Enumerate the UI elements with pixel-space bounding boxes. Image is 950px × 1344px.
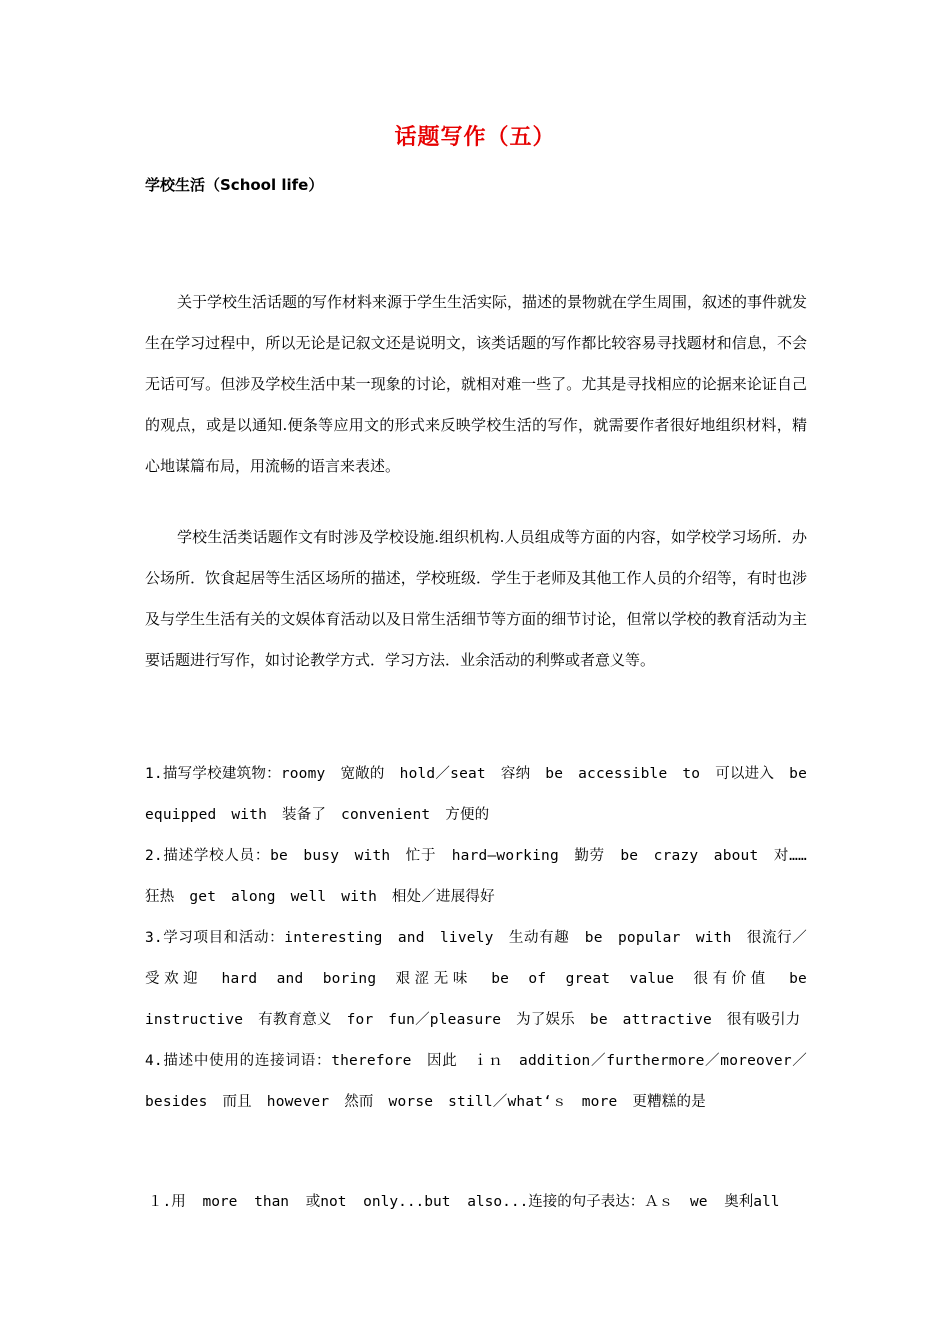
vocab-item-activities: 3.学习项目和活动：interesting and lively 生动有趣 be popular with 很流行／受欢迎 hard and boring 艰涩无味 be of great value 很有价值 be instructive 有教育意义 for fun／pleasure 为了娱乐 be attractive 很有吸引力: [145, 930, 807, 1028]
vocab-item-connectives: 4.描述中使用的连接词语：therefore 因此 ｉｎ addition／furthermore／moreover／besides 而且 however 然而 worse still／what‘ｓ more 更糟糕的是: [145, 1053, 807, 1110]
vocabulary-list: [145, 754, 807, 1123]
vocab-item-people: 2.描述学校人员：be busy with 忙于 hard—working 勤劳 be crazy about 对……狂热 get along well with 相处／进展得好: [145, 848, 807, 905]
intro-paragraph-1: 关于学校生活话题的写作材料来源于学生生活实际，描述的景物就在学生周围，叙述的事件就发生在学习过程中，所以无论是记叙文还是说明文，该类话题的写作都比较容易寻找题材和信息，不会无话可写。但涉及学校生活中某一现象的讨论，就相对难一些了。尤其是寻找相应的论据来论证自己的观点，或是以通知.便条等应用文的形式来反映学校生活的写作，就需要作者很好地组织材料，精心地谋篇布局，用流畅的语言来表述。: [145, 293, 808, 475]
intro-paragraph-2: 学校生活类话题作文有时涉及学校设施.组织机构.人员组成等方面的内容，如学校学习场所．办公场所．饮食起居等生活区场所的描述，学校班级．学生于老师及其他工作人员的介绍等，有时也涉及与学生生活有关的文娱体育活动以及日常生活细节等方面的细节讨论，但常以学校的教育活动为主要话题进行写作，如讨论教学方式．学习方法．业余活动的利弊或者意义等。: [145, 528, 807, 669]
document-title: 话题写作（五）: [394, 125, 556, 150]
document-subtitle: 学校生活（School life）: [145, 176, 324, 194]
sentence-pattern-item: １.用 more than 或not only...but also...连接的句子表达：Ａｓ we 奥利all: [148, 1194, 780, 1210]
vocab-item-buildings: 1.描写学校建筑物：roomy 宽敞的 hold／seat 容纳 be accessible to 可以进入 be equipped with 装备了 convenient 方便的: [145, 766, 807, 823]
